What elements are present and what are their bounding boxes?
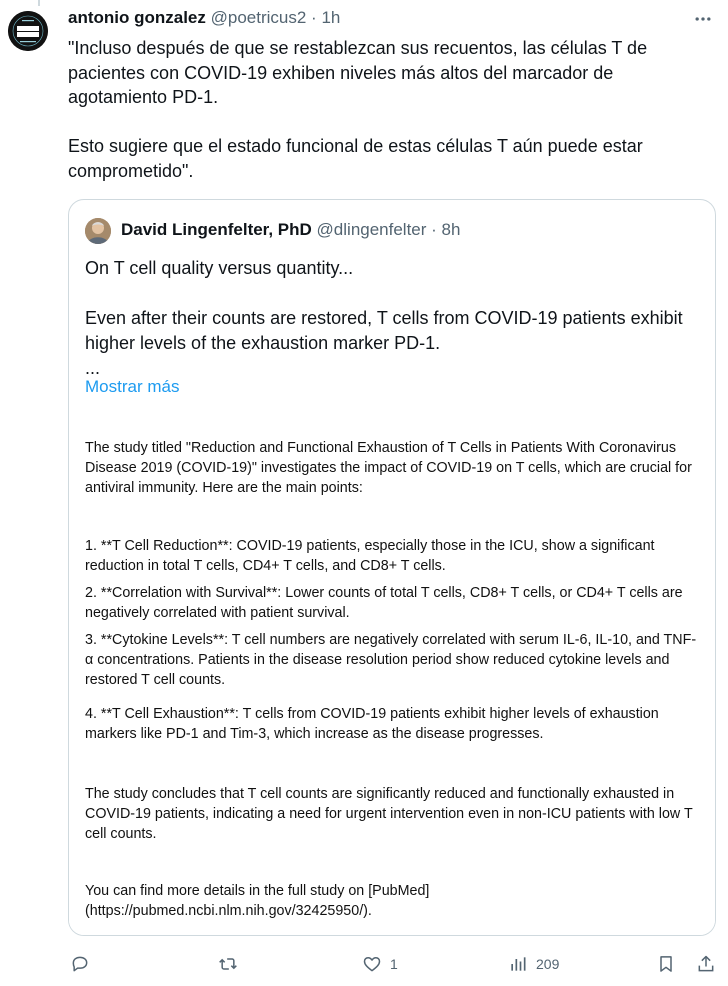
quoted-tweet-text: On T cell quality versus quantity... Even after their counts are restored, T cells from COVID-19 patients exhibit higher levels of the exhaustion marker PD-1. ... [85, 258, 683, 378]
share-icon [696, 954, 716, 974]
image-intro-paragraph: The study titled "Reduction and Functional Exhaustion of T Cells in Patients With Coronavirus Disease 2019 (COVID-19)" investigates the impact of COVID-19 on T cells, which are crucial for antiviral immunity. Here are the main points: [85, 440, 692, 496]
meta-separator: · [306, 8, 322, 27]
quoted-author-name[interactable]: David Lingenfelter, PhD [121, 220, 312, 239]
retweet-icon [218, 954, 238, 974]
heart-icon [362, 954, 382, 974]
thread-connector-line [38, 0, 40, 6]
views-icon [508, 954, 528, 974]
retweet-button[interactable] [218, 954, 238, 974]
quoted-tweet-image[interactable] [69, 422, 716, 936]
image-point-2: 2. **Correlation with Survival**: Lower counts of total T cells, CD8+ T cells, or CD4+ T cells are negatively correlated with patient survival. [85, 585, 683, 621]
image-point-1: 1. **T Cell Reduction**: COVID-19 patients, especially those in the ICU, show a significant reduction in total T cells, CD4+ T cells, and CD8+ T cells. [85, 538, 655, 574]
tweet-action-bar [0, 950, 728, 982]
reply-button[interactable] [70, 954, 90, 974]
person-photo-icon [85, 218, 111, 244]
like-button[interactable] [362, 954, 398, 974]
like-count: 1 [390, 956, 398, 972]
quoted-author-handle[interactable]: @dlingenfelter [316, 220, 427, 239]
image-point-4: 4. **T Cell Exhaustion**: T cells from COVID-19 patients exhibit higher levels of exhaustion markers like PD-1 and Tim-3, which increase as the disease progresses. [85, 706, 659, 742]
image-conclusion-paragraph: The study concludes that T cell counts are significantly reduced and functionally exhausted in COVID-19 patients, indicating a need for urgent intervention even in non-ICU patients with low T cell counts. [85, 786, 693, 842]
quoted-author-avatar[interactable] [85, 218, 111, 244]
bookmark-button[interactable] [656, 954, 676, 974]
tweet-text: "Incluso después de que se restablezcan sus recuentos, las células T de pacientes con COVID-19 exhiben niveles más altos del marcador de agotamiento PD-1. Esto sugiere que el estado funcional de estas células T aún puede estar comprometido". [68, 38, 648, 181]
more-options-button[interactable] [692, 8, 714, 30]
reply-icon [70, 954, 90, 974]
quoted-tweet-time[interactable]: 8h [441, 220, 461, 239]
image-point-3: 3. **Cytokine Levels**: T cell numbers are negatively correlated with serum IL-6, IL-10, and TNF-α concentrations. Patients in the disease resolution period show reduced cytokine levels and restored T cell counts. [85, 632, 697, 688]
show-more-link[interactable]: Mostrar más [85, 377, 180, 396]
author-handle[interactable]: @poetricus2 [210, 8, 307, 27]
views-count: 209 [536, 956, 560, 972]
quoted-tweet-header [121, 220, 460, 240]
views-button[interactable] [508, 954, 559, 974]
tweet-header [68, 8, 340, 28]
tweet-time[interactable]: 1h [321, 8, 341, 27]
more-dots-icon [693, 9, 713, 29]
quoted-meta-separator: · [426, 220, 442, 239]
bookmark-icon [656, 954, 676, 974]
author-avatar[interactable] [8, 11, 48, 51]
image-pubmed-reference: You can find more details in the full study on [PubMed](https://pubmed.ncbi.nlm.nih.gov/32425950/). [85, 883, 430, 919]
quoted-tweet[interactable] [68, 199, 716, 936]
share-button[interactable] [696, 954, 716, 974]
author-name[interactable]: antonio gonzalez [68, 8, 206, 27]
long-covid-logo-icon [8, 11, 48, 51]
